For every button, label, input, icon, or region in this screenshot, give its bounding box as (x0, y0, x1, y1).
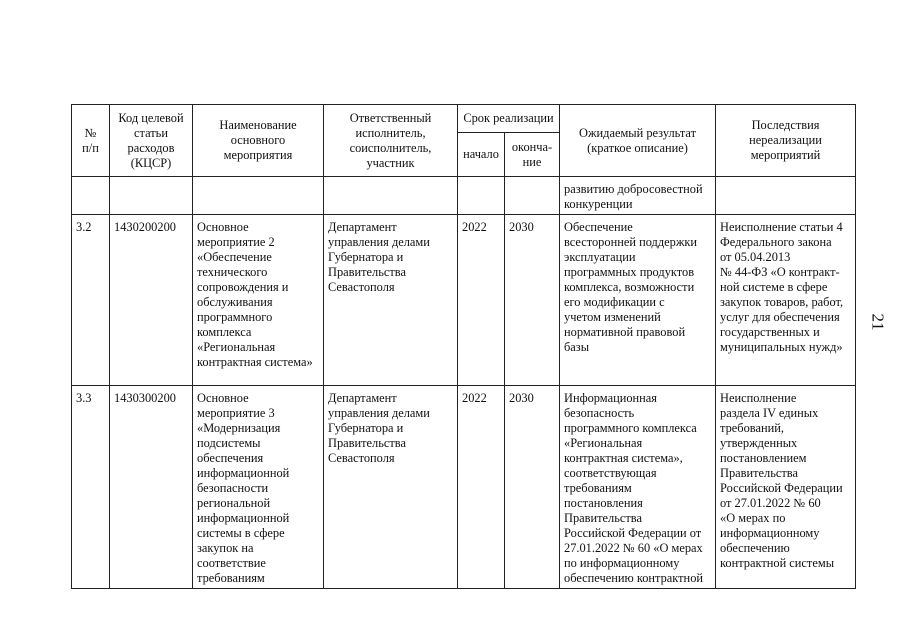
cell-empty (110, 177, 193, 215)
cell-responsible: Департамент управления делами Губернатора и Правительства Севастополя (324, 215, 458, 386)
header-end: оконча- ние (505, 133, 560, 177)
cell-code: 1430200200 (110, 215, 193, 386)
measures-table (71, 104, 856, 589)
cell-num: 3.2 (72, 215, 110, 386)
header-period: Срок реализации (458, 105, 560, 133)
header-code: Код целевой статьи расходов (КЦСР) (110, 105, 193, 177)
cell-empty (458, 177, 505, 215)
cell-code: 1430300200 (110, 386, 193, 589)
cell-start: 2022 (458, 215, 505, 386)
cell-result: развитию добросовестной конкуренции (560, 177, 716, 215)
cell-empty (193, 177, 324, 215)
table-row (72, 215, 856, 386)
header-responsible: Ответственный исполнитель, соисполнитель, участник (324, 105, 458, 177)
cell-end: 2030 (505, 386, 560, 589)
cell-empty (505, 177, 560, 215)
cell-empty (716, 177, 856, 215)
cell-result: Обеспечение всесторонней поддержки эксплуатации программных продуктов комплекса, возможности его модификации с учетом изменений нормативной правовой базы (560, 215, 716, 386)
cell-start: 2022 (458, 386, 505, 589)
page-number: 21 (868, 313, 888, 331)
cell-consequences: Неисполнение статьи 4 Федерального закона от 05.04.2013 № 44-ФЗ «О контракт- ной системе в сфере закупок товаров, работ, услуг для обеспечения государственных и муниципальных нужд» (716, 215, 856, 386)
header-result: Ожидаемый результат (краткое описание) (560, 105, 716, 177)
header-consequences: Последствия нереализации мероприятий (716, 105, 856, 177)
cell-consequences: Неисполнение раздела IV единых требований, утвержденных постановлением Правительства Российской Федерации от 27.01.2022 № 60 «О мерах по информационному обеспечению контрактной системы (716, 386, 856, 589)
header-num: № п/п (72, 105, 110, 177)
cell-end: 2030 (505, 215, 560, 386)
header-name: Наименование основного мероприятия (193, 105, 324, 177)
cell-name: Основное мероприятие 2 «Обеспечение технического сопровождения и обслуживания программного комплекса «Региональная контрактная система» (193, 215, 324, 386)
continuation-row (72, 177, 856, 215)
header-start: начало (458, 133, 505, 177)
table-row (72, 386, 856, 589)
cell-empty (324, 177, 458, 215)
cell-responsible: Департамент управления делами Губернатора и Правительства Севастополя (324, 386, 458, 589)
cell-result: Информационная безопасность программного комплекса «Региональная контрактная система», соответствующая требованиям постановления Правительства Российской Федерации от 27.01.2022 № 60 «О мерах по информационному обеспечению контрактной (560, 386, 716, 589)
header-row-1 (72, 105, 856, 133)
cell-name: Основное мероприятие 3 «Модернизация подсистемы обеспечения информационной безопасности региональной информационной системы в сфере закупок на соответствие требованиям (193, 386, 324, 589)
cell-empty (72, 177, 110, 215)
cell-num: 3.3 (72, 386, 110, 589)
